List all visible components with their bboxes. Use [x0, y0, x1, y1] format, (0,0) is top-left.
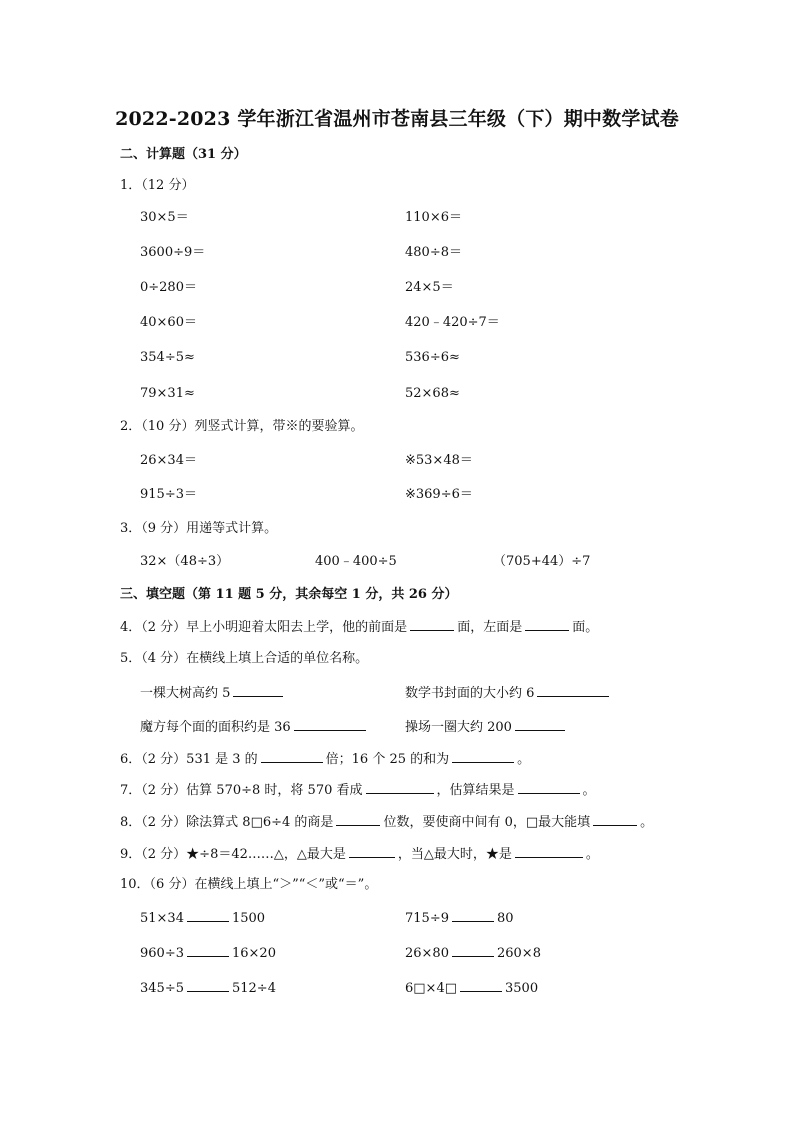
q5-b-blank[interactable] — [537, 684, 609, 697]
q5-a-text: 一棵大树高约 5 — [140, 686, 231, 701]
q10-r1-b-blank[interactable] — [452, 909, 494, 922]
q1-r5-b: 536÷6≈ — [405, 350, 460, 365]
q9-blank-1[interactable] — [349, 845, 395, 858]
q10-r3-b-left: 6□×4□ — [405, 981, 457, 996]
q3-item-3: （705+44）÷7 — [493, 554, 591, 569]
q5-a — [140, 684, 286, 703]
q5-header: 5．（4 分）在横线上填上合适的单位名称。 — [120, 651, 369, 666]
q4-blank-1[interactable] — [410, 618, 454, 631]
q1-r6-a: 79×31≈ — [140, 386, 195, 401]
q8-text-3: 。 — [640, 815, 654, 830]
q7-blank-1[interactable] — [366, 781, 434, 794]
q10-r1-b-left: 715÷9 — [405, 911, 449, 926]
q10-r2-a-right: 16×20 — [231, 946, 276, 961]
q3-header: 3．（9 分）用递等式计算。 — [120, 521, 278, 536]
q10-r3-a-right: 512÷4 — [231, 981, 276, 996]
q10-r2-b-left: 26×80 — [405, 946, 449, 961]
q8-line — [120, 813, 653, 832]
q5-c — [140, 718, 369, 737]
q4-line — [120, 618, 598, 637]
q3-item-2: 400﹣400÷5 — [315, 554, 397, 569]
q1-r6-b: 52×68≈ — [405, 386, 460, 401]
q10-r3-b-blank[interactable] — [460, 979, 502, 992]
q9-blank-2[interactable] — [515, 845, 583, 858]
q8-text-2: 位数，要使商中间有 0，□最大能填 — [383, 815, 591, 830]
q10-r1-a-left: 51×34 — [140, 911, 184, 926]
q2-r1-b: ※53×48＝ — [405, 453, 473, 468]
q8-blank-2[interactable] — [593, 813, 637, 826]
q5-b — [405, 684, 612, 703]
q10-r2-b-blank[interactable] — [452, 944, 494, 957]
q9-line — [120, 845, 599, 864]
q5-b-text: 数学书封面的大小约 6 — [405, 686, 535, 701]
q10-r1-a — [140, 909, 265, 928]
q10-r1-b — [405, 909, 514, 928]
q10-r1-a-right: 1500 — [231, 911, 266, 926]
q1-r1-a: 30×5＝ — [140, 210, 189, 225]
q10-r3-b — [405, 979, 538, 998]
q5-c-text: 魔方每个面的面积约是 36 — [140, 720, 291, 735]
q10-r2-b — [405, 944, 541, 963]
q7-blank-2[interactable] — [518, 781, 580, 794]
q4-text-3: 面。 — [572, 620, 599, 635]
q6-blank-1[interactable] — [261, 750, 323, 763]
q10-r2-b-right: 260×8 — [496, 946, 541, 961]
q7-text-1: 7．（2 分）估算 570÷8 时，将 570 看成 — [120, 783, 363, 798]
q10-r3-a-left: 345÷5 — [140, 981, 184, 996]
q1-r5-a: 354÷5≈ — [140, 350, 195, 365]
q2-r2-b: ※369÷6＝ — [405, 487, 473, 502]
q6-line — [120, 750, 530, 769]
q1-r2-b: 480÷8＝ — [405, 245, 462, 260]
q10-r1-a-blank[interactable] — [187, 909, 229, 922]
q7-line — [120, 781, 596, 800]
q9-text-3: 。 — [585, 847, 599, 862]
q10-r2-a — [140, 944, 276, 963]
q7-text-2: ，估算结果是 — [436, 783, 515, 798]
q1-r3-a: 0÷280＝ — [140, 280, 197, 295]
q8-text-1: 8．（2 分）除法算式 8□6÷4 的商是 — [120, 815, 334, 830]
q6-blank-2[interactable] — [452, 750, 514, 763]
q1-r4-b: 420﹣420÷7＝ — [405, 315, 500, 330]
q2-r2-a: 915÷3＝ — [140, 487, 197, 502]
q1-r3-b: 24×5＝ — [405, 280, 454, 295]
q10-r3-a-blank[interactable] — [187, 979, 229, 992]
q4-text-2: 面，左面是 — [457, 620, 523, 635]
q4-text-1: 4．（2 分）早上小明迎着太阳去上学，他的前面是 — [120, 620, 408, 635]
section-2-heading: 二、计算题（31 分） — [120, 147, 247, 162]
q10-r3-a — [140, 979, 276, 998]
q10-r1-b-right: 80 — [496, 911, 514, 926]
q9-text-2: ，当△最大时，★是 — [397, 847, 512, 862]
q2-r1-a: 26×34＝ — [140, 453, 197, 468]
q4-blank-2[interactable] — [525, 618, 569, 631]
q10-header: 10．（6 分）在横线上填上“＞”“＜”或“＝”。 — [120, 877, 378, 892]
q1-r4-a: 40×60＝ — [140, 315, 197, 330]
q5-d — [405, 718, 568, 737]
q9-text-1: 9．（2 分）★÷8＝42……△，△最大是 — [120, 847, 346, 862]
q1-r1-b: 110×6＝ — [405, 210, 462, 225]
q10-r2-a-blank[interactable] — [187, 944, 229, 957]
q2-header: 2．（10 分）列竖式计算，带※的要验算。 — [120, 419, 364, 434]
q6-text-1: 6．（2 分）531 是 3 的 — [120, 752, 258, 767]
q1-r2-a: 3600÷9＝ — [140, 245, 206, 260]
q5-a-blank[interactable] — [233, 684, 283, 697]
q10-r3-b-right: 3500 — [505, 981, 539, 996]
q6-text-2: 倍；16 个 25 的和为 — [325, 752, 450, 767]
q10-r2-a-left: 960÷3 — [140, 946, 184, 961]
exam-title: 2022-2023 学年浙江省温州市苍南县三年级（下）期中数学试卷 — [115, 108, 679, 130]
q5-d-blank[interactable] — [515, 718, 565, 731]
q3-item-1: 32×（48÷3） — [140, 554, 230, 569]
q5-d-text: 操场一圈大约 200 — [405, 720, 512, 735]
q8-blank-1[interactable] — [336, 813, 380, 826]
section-3-heading: 三、填空题（第 11 题 5 分，其余每空 1 分，共 26 分） — [120, 587, 458, 602]
q1-header: 1．（12 分） — [120, 178, 195, 193]
q7-text-3: 。 — [582, 783, 596, 798]
q5-c-blank[interactable] — [294, 718, 366, 731]
q6-text-3: 。 — [517, 752, 531, 767]
